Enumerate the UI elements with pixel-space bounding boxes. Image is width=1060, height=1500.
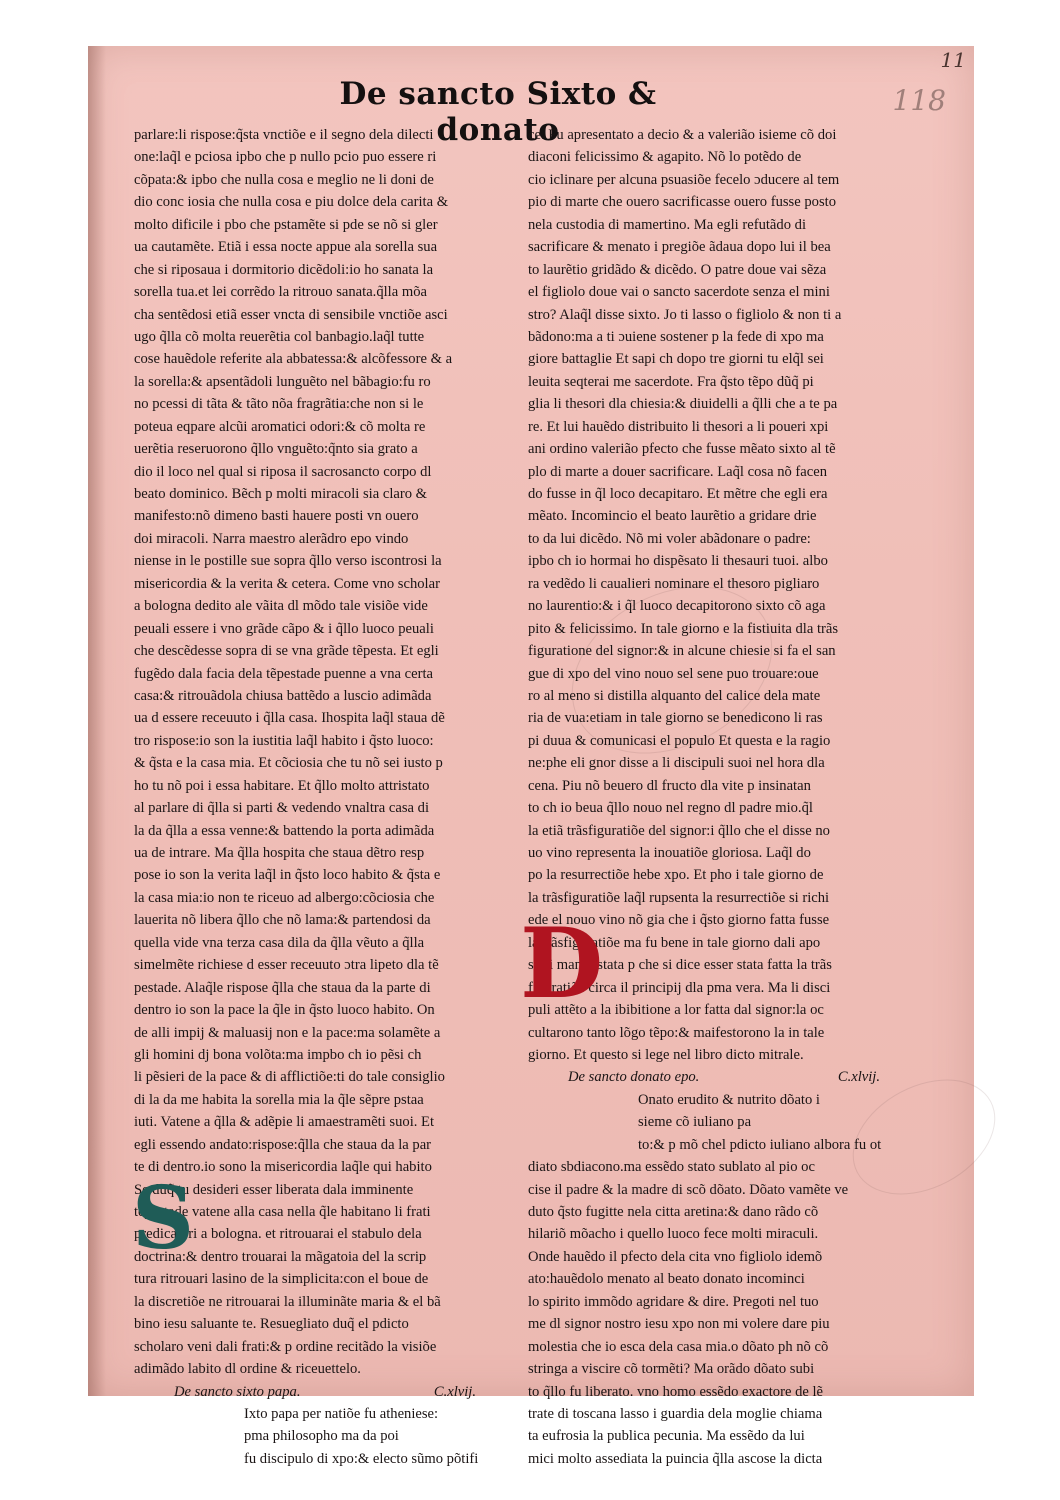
binding-shadow	[88, 46, 106, 1396]
text-line: tura ritrouari lasino de la simplicita:con el boue de	[134, 1271, 429, 1288]
chapter-title: De sancto donato epo.	[568, 1069, 700, 1086]
text-line: misericordia & la verita & cetera. Come vno scholar	[134, 575, 440, 592]
text-line: leuita seqterai me sacerdote. Fra q̃sto tẽpo dũq̃ pi	[528, 373, 814, 390]
text-line: ho tu nõ poi i essa habitare. Et q̃llo molto attristato	[134, 777, 430, 794]
text-line: la casa mia:io non te riceuo ad albergo:cõciosia che	[134, 889, 435, 906]
text-line: to da lui dicẽdo. Nõ mi voler abãdonare o padre:	[528, 530, 811, 547]
text-line: lo spirito immõdo agridare & dire. Pregoti nel tuo	[528, 1293, 819, 1310]
chapter-number: C.xlvij.	[433, 1383, 476, 1400]
text-line: mẽato. Incomincio el beato laurẽtio a gridare drie	[528, 508, 817, 525]
text-line: che si riposaua i dormitorio dicẽdoli:io ho sanata la	[134, 261, 434, 278]
text-line: tro rispose:io son la iustitia laq̃l habito i q̃sto luoco:	[134, 732, 434, 749]
text-line: peuali essere i vno grãde cãpo & i q̃llo luoco peuali	[134, 620, 434, 637]
text-line: iuti. Vatene a q̃lla & adẽpie li amaestramẽti suoi. Et	[134, 1114, 435, 1131]
text-line: manifesto:nõ dimeno basti hauere posti vn ouero	[134, 508, 419, 525]
text-line: sorella tua.et lei corrẽdo la ritrouo sanata.q̃lla mõa	[134, 284, 427, 301]
text-line: Ixto papa per natiõe fu atheniese:	[244, 1405, 439, 1422]
text-line: quella vide vna terza casa dila da q̃lla vẽuto a q̃lla	[134, 934, 425, 951]
text-line: plo di marte a douer sacrificare. Laq̃l cosa nõ facen	[528, 463, 828, 480]
text-line: no pcessi di tãta & tãto nõa fragrãtia:che non si le	[134, 396, 424, 413]
text-line: pio di marte che ouero sacrificasse ouero fusse posto	[528, 194, 836, 211]
text-line: ria de vua:etiam in tale giorno se benedicono li ras	[528, 710, 823, 727]
chapter-number: C.xlvij.	[837, 1069, 880, 1086]
text-line: adimãdo labito dl ordine & riceuettelo.	[134, 1361, 361, 1378]
text-line: puli attẽto a la ibibitione a lor fatta dal signor:la oc	[528, 1002, 824, 1019]
decorated-initial-s: S	[132, 1168, 195, 1269]
text-line: di la da me habita la sorella mia la q̃le sẽpre pstaa	[134, 1091, 424, 1108]
text-line: che descẽdesse sopra di se vna grãde tẽpesta. Et egli	[134, 643, 439, 660]
text-line: el figliolo doue vai o sancto sacerdote senza el mini	[528, 284, 830, 301]
text-line: to q̃llo fu liberato. vno homo essẽdo exactore de lẽ	[528, 1383, 824, 1400]
text-line: cio iclinare per alcuna psuasiõe fecelo ɔducere al tem	[528, 171, 840, 188]
text-line: de alli impij & maluasij non e la pace:ma solamẽte a	[134, 1024, 441, 1041]
text-line: fugẽdo dala facia dela tẽpestade puenne a vna certa	[134, 665, 434, 682]
text-line: re. Et lui hauẽdo distribuito li thesori a li poueri xpi	[528, 418, 829, 435]
text-line: predicatori a bologna. et ritrouarai el stabulo dela	[134, 1226, 422, 1243]
text-line: fu discipulo di xpo:& electo sũmo põtifi	[244, 1450, 479, 1467]
text-line: me dl signor nostro iesu xpo non mi volere dare piu	[528, 1316, 830, 1333]
chapter-title: De sancto sixto papa.	[174, 1383, 301, 1400]
text-line: mici molto assediata la puincia q̃lla ascose la dicta	[528, 1450, 823, 1467]
text-line: ua cautamẽte. Etiã i essa nocte appue ala sorella sua	[134, 239, 438, 256]
text-line: niense in le postille sue sopra q̃llo verso iscontrosi la	[134, 553, 442, 570]
text-line: stoli manifestata p che si dice esser stata fatta la trãs	[528, 957, 832, 974]
text-line: to laurẽtio gridãdo & dicẽdo. O patre doue vai sẽza	[528, 261, 827, 278]
text-line: stro? Alaq̃l disse sixto. Jo ti lasso o figliolo & non ti a	[528, 306, 842, 323]
text-line: diato sbdiacono.ma essẽdo stato sublato al pio oc	[528, 1159, 815, 1176]
text-line: ipbo ch io hormai ho dispẽsato li thesauri tuoi. albo	[528, 553, 828, 570]
text-line: ugo q̃lla cõ molta reuerẽtia col banbagio.laq̃l tutte	[134, 328, 425, 345]
text-line: pi duua & comunicasi el populo Et questa e la ragio	[528, 732, 831, 749]
text-line: la trãsfiguratiõe laq̃l rupsenta la resurrectiõe si richi	[528, 889, 830, 906]
text-line: stringa a viscire cõ tormẽti? Ma orãdo dõato subi	[528, 1361, 815, 1378]
text-line: li pẽsieri de la pace & di afflictiõe:ti do tale consiglio	[134, 1069, 445, 1086]
text-line: ne:phe eli gnor disse a li discipuli suoi nel hora dla	[528, 755, 825, 772]
text-line: beato dominico. Bẽch p molti miracoli sia claro &	[134, 486, 428, 502]
text-line: ua de intrare. Ma q̃lla hospita che staua dẽtro resp	[134, 845, 425, 861]
text-line: duto q̃sto fugitte nela citta aretina:& dano rãdo cõ	[528, 1204, 819, 1220]
text-line: lauerita nõ libera q̃llo che nõ lama:& partendosi da	[134, 912, 431, 929]
text-line: casa:& ritrouãdola chiusa battẽdo a luscio adimãda	[134, 687, 432, 704]
text-line: la discretiõe ne ritrouarai la illuminãte maria & el bã	[134, 1293, 441, 1310]
text-line: gue di xpo del vino nouo sel sene puo trouare:oue	[528, 665, 819, 682]
running-head: De sancto Sixto & donato	[339, 76, 657, 148]
text-line: giorno. Et questo si lege nel libro dicto mitrale.	[528, 1046, 804, 1063]
text-line: gli homini dj bona volõta:ma impbo ch io pẽsi ch	[134, 1046, 422, 1063]
text-line: ani ordino valerião pfecto che fusse mẽato sixto al tẽ	[528, 441, 836, 458]
text-line: molestia che io esca dela casa mia.o dõato ph nõ cõ	[528, 1338, 829, 1355]
text-line: simelmẽte richiese d esser receuuto ɔtra lipeto dla tẽ	[134, 957, 439, 974]
text-line: pma philosopho ma da poi	[244, 1428, 399, 1445]
manuscript-page	[88, 46, 974, 1467]
text-line: one:laq̃l e pciosa ipbo che p nullo pcio puo essere ri	[134, 149, 437, 166]
text-line: giore battaglie Et sapi ch dopo tre giorni tu elq̃l sei	[528, 351, 824, 368]
text-line: Onato erudito & nutrito dõato i	[638, 1091, 820, 1108]
text-line: cose hauẽdole referite ala abbatessa:& alcõfessore & a	[134, 351, 453, 368]
text-line: a bologna dedito ale vãita dl mõdo tale visiõe vide	[134, 598, 428, 615]
text-line: al parlare di q̃lla si parti & vedendo vnaltra casa di	[134, 800, 430, 817]
text-line: to ch io beua q̃llo nouo nel regno dl padre mio.q̃l	[528, 800, 813, 817]
text-line: pose io son la verita laq̃l in q̃sto loco habito & q̃sta e	[134, 867, 441, 884]
text-line: ato:hauẽdolo menato al beato donato incominci	[528, 1271, 805, 1288]
text-line: poteua eqpare alcũi aromatici odori:& cõ molta re	[134, 418, 426, 435]
text-line: nela custodia di mamertino. Ma egli refutãdo di	[528, 216, 807, 233]
text-line: ede el nouo vino nõ gia che i q̃sto giorno fatta fusse	[528, 912, 830, 929]
text-line: cha sentẽdosi etiã esser vncta di sensibile vnctiõe asci	[134, 306, 448, 323]
text-line: cena. Piu nõ beuero dl fructo dla vite p insinatan	[528, 777, 811, 794]
text-line: figuratiõe circa il principij dla pma vera. Ma li disci	[528, 979, 831, 996]
text-line: ra vedẽdo li caualieri nominare el thesoro pigliaro	[528, 575, 820, 592]
text-line: pestade. Alaq̃le rispose q̃lla che staua da la parte di	[134, 979, 431, 996]
text-line: uo vino representa la inouatiõe gloriosa. Laq̃l do	[528, 845, 811, 861]
text-line: scholaro veni dali frati:& p ordine recitãdo la visiõe	[134, 1338, 437, 1355]
text-line: do fusse in q̃l loco decapitaro. Et mẽtre che egli era	[528, 486, 828, 502]
text-line: egli essendo andato:rispose:q̃lla che staua da la par	[134, 1136, 432, 1153]
text-line: Se duq̃ tu desideri esser liberata dala imminente	[134, 1181, 414, 1198]
text-line: ro al meno si distilla alquanto del calice dela mate	[528, 687, 821, 704]
text-line: bino iesu saluante te. Resuegliato duq̃ el pdicto	[134, 1316, 409, 1333]
text-line: doi miracoli. Narra maestro alerãdro epo vindo	[134, 530, 409, 547]
text-line: te di dentro.io sono la misericordia laq̃le qui habito	[134, 1159, 432, 1176]
text-line: la trãsfiguratiõe ma fu bene in tale giorno dali apo	[528, 934, 821, 951]
text-line: bãdono:ma a ti ɔuiene sostener p la fede di xpo ma	[528, 328, 824, 345]
chapter-heading	[134, 1381, 516, 1403]
folio-mark: 11	[940, 48, 966, 72]
text-line: hilariõ mõacho i quello luoco fece molti miraculi.	[528, 1226, 819, 1243]
text-line: la sorella:& apsentãdoli lunguẽto nel bãbagio:fu ro	[134, 373, 431, 390]
text-line: ta eufrosia la publica pecunia. Ma essẽdo da lui	[528, 1428, 805, 1445]
text-line: cõpata:& ipbo che nulla cosa e meglio ne li doni de	[134, 171, 434, 188]
text-line: molto dificile i pbo che pstamẽte si pde se nõ si gler	[134, 216, 438, 233]
text-line: dio conc iosia che nulla cosa e piu dolce dela carita &	[134, 194, 449, 211]
text-line: trate di toscana lasso i guardia dela moglie chiama	[528, 1405, 823, 1422]
text-line: uerẽtia reseruorono q̃llo vnguẽto:q̃nto sia grato a	[134, 441, 418, 458]
text-line: la etiã trãsfiguratiõe del signor:i q̃llo che el disse no	[528, 822, 830, 839]
text-line: pito & felicissimo. In tale giorno e la fistiuita dla trãs	[528, 620, 839, 637]
text-line: & q̃sta e la casa mia. Et cõciosia che tu nõ sei iusto p	[134, 755, 443, 772]
text-line: to:& p mõ chel pdicto iuliano albora fu ot	[638, 1136, 882, 1153]
text-line: glia li thesori dla chiesia:& diuidelli a q̃lli che a te pa	[528, 396, 838, 413]
text-line: la da q̃lla a essa venne:& battendo la porta adimãda	[134, 822, 435, 839]
text-line: tẽpestade vatene alla casa nella q̃le habitano li frati	[134, 1204, 431, 1220]
decorated-initial-d: D	[520, 907, 604, 1020]
text-line: parlare:li rispose:q̃sta vnctiõe e il segno dela dilecti	[134, 127, 434, 143]
text-line: figuratione del signor:& in alcune chiesie si fa el san	[528, 643, 836, 660]
text-line: cise il padre & la madre di scõ dõato. Dõato vamẽte ve	[528, 1181, 849, 1198]
folio-number: 118	[892, 84, 946, 117]
text-line: doctrina:& dentro trouarai la mãgatoia del la scrip	[134, 1248, 427, 1265]
text-line: po la resurrectiõe hebe xpo. Et pho i tale giorno de	[528, 867, 824, 884]
text-line: sacrificare & menato i pregiõe ãdaua dopo lui il bea	[528, 239, 831, 256]
text-line: diaconi felicissimo & agapito. Nõ lo potẽdo de	[528, 149, 802, 166]
text-line: cultarono tanto lõgo tẽpo:& maifestorono la in tale	[528, 1024, 825, 1041]
chapter-heading	[528, 1066, 920, 1088]
text-line: ce. Fu apresentato a decio & a valerião isieme cõ doi	[528, 127, 837, 143]
text-line: Onde hauẽdo il pfecto dela cita vno figliolo idemõ	[528, 1248, 823, 1265]
text-line: dentro io son la pace la q̃le in q̃sto luoco habito. On	[134, 1002, 435, 1019]
text-line: dio il loco nel qual si riposa il sacrosancto corpo dl	[134, 463, 432, 480]
right-text-column	[528, 124, 920, 1470]
text-line: sieme cõ iuliano pa	[638, 1114, 752, 1131]
text-line: no laurentio:& i q̃l luoco decapitorono sixto cõ aga	[528, 598, 826, 615]
text-line: ua d essere receuuto i q̃lla casa. Ihospita laq̃l staua dẽ	[134, 710, 445, 727]
